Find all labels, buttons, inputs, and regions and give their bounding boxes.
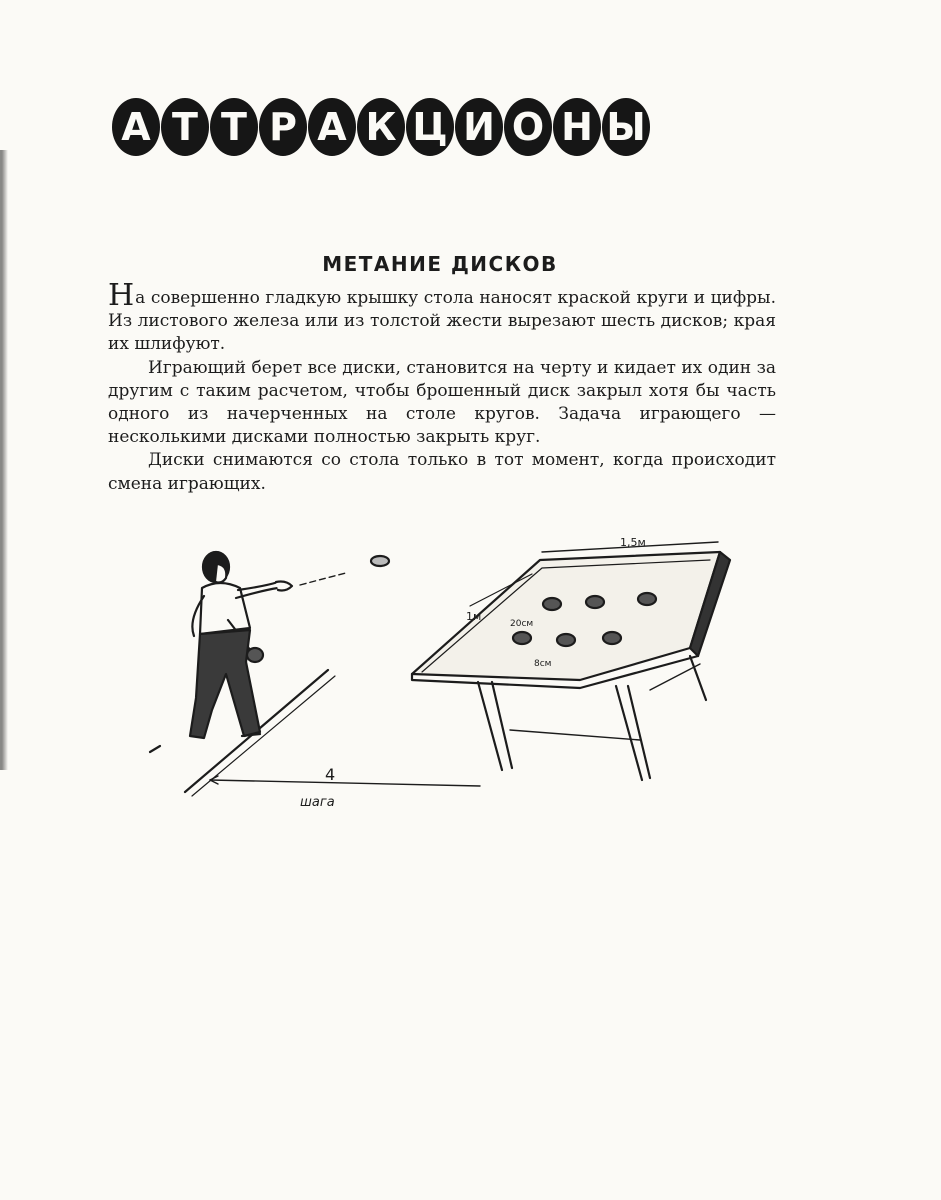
page-heading bbox=[112, 98, 650, 156]
paragraph-1-text: а совершенно гладкую крышку стола наносят краской круги и цифры. Из листового железа или из толстой жести вырезают шесть дисков; края их шлифуют. bbox=[108, 288, 776, 355]
heading-letter: Т bbox=[210, 98, 258, 156]
heading-letter: О bbox=[504, 98, 552, 156]
disc-throwing-illustration bbox=[130, 530, 740, 830]
width-label: 1,5м bbox=[620, 536, 646, 549]
table bbox=[412, 552, 730, 780]
heading-letter: А bbox=[112, 98, 160, 156]
drop-cap: Н bbox=[108, 278, 135, 313]
heading-letter: А bbox=[308, 98, 356, 156]
heading-letter: Ы bbox=[602, 98, 650, 156]
heading-letter: Т bbox=[161, 98, 209, 156]
distance-unit-label: шага bbox=[300, 795, 335, 810]
heading-letter: К bbox=[357, 98, 405, 156]
paragraph-3: Диски снимаются со стола только в тот момент, когда происходит смена играющих. bbox=[108, 450, 776, 494]
distance-label: 4 bbox=[325, 765, 336, 784]
gap-label: 20см bbox=[510, 619, 534, 629]
diameter-label: 8см bbox=[534, 659, 552, 669]
player-figure bbox=[150, 552, 292, 752]
page-binding-edge bbox=[0, 150, 8, 770]
heading-letter: И bbox=[455, 98, 503, 156]
flying-disc bbox=[371, 556, 389, 566]
heading-letter: Р bbox=[259, 98, 307, 156]
paragraph-1 bbox=[108, 278, 776, 357]
heading-letter: Ц bbox=[406, 98, 454, 156]
paragraph-2: Играющий берет все диски, становится на черту и кидает их один за другим с таким расчетом, чтобы брошенный диск закрыл хотя бы часть одного из начерченных на столе кругов. Задача играющего — несколькими дисками полностью закрыть круг. bbox=[108, 357, 776, 448]
body-text bbox=[108, 278, 776, 496]
section-title: МЕТАНИЕ ДИСКОВ bbox=[322, 252, 558, 276]
distance-dimension bbox=[210, 780, 480, 786]
length-label: 1м bbox=[466, 610, 482, 623]
heading-letter: Н bbox=[553, 98, 601, 156]
